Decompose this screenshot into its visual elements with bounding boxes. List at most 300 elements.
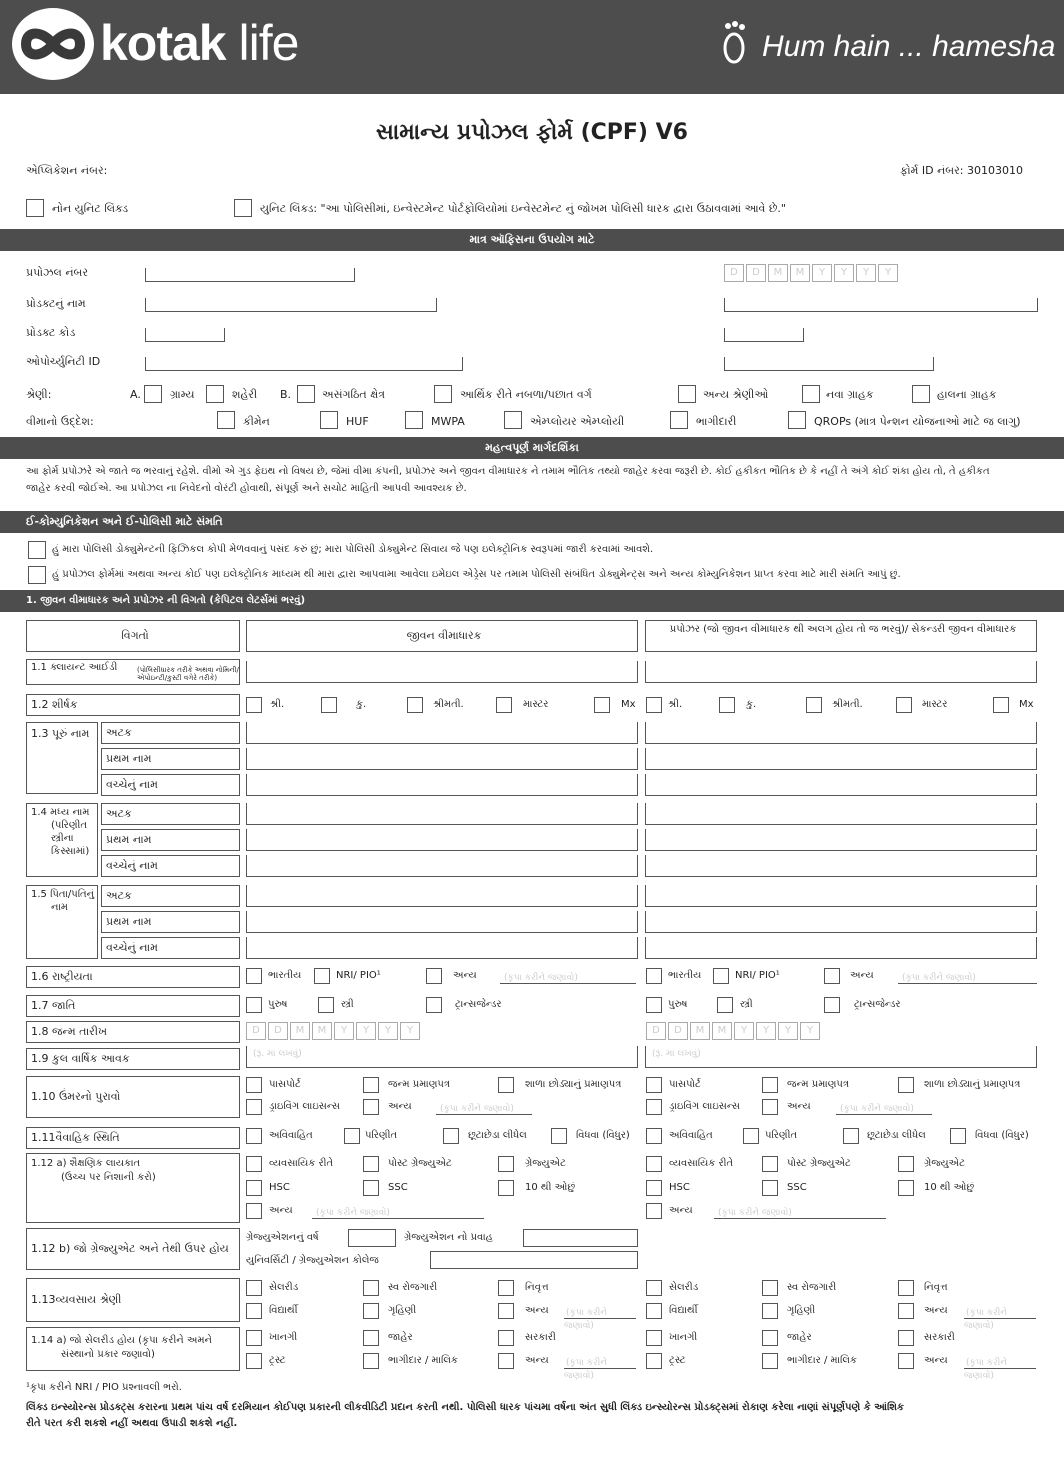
maiden-name-label-1: 1.4 મધ્ય નામ [31, 807, 90, 818]
prop-master-label: માસ્ટર [922, 699, 948, 710]
prop-father-first-field[interactable] [645, 911, 1037, 933]
la-housewife-label: ગૃહિણી [388, 1305, 417, 1316]
org-type-label-2: સંસ્થાનો પ્રકાર જણાવો) [61, 1349, 155, 1360]
brand-tagline: Hum hain ... hamesha [762, 30, 1056, 63]
mwpa-checkbox[interactable] [405, 411, 423, 429]
date-box[interactable]: Y [834, 264, 854, 282]
prop-student-label: વિદ્યાર્થી [669, 1305, 698, 1316]
la-salaried-checkbox[interactable] [246, 1280, 262, 1296]
la-self-employed-checkbox[interactable] [363, 1280, 379, 1296]
existing-customer-checkbox[interactable] [912, 385, 930, 403]
proposal-number-label: પ્રપોઝલ નંબર [26, 266, 89, 279]
col-life-assured-header: જીવન વીમાધારક [246, 620, 638, 652]
guidelines-text: આ ફોર્મ પ્રપોઝરે એ જાતે જ ભરવાનું રહેશે. વીમો એ ગુડ ફેઇથ નો વિષય છે, જેમાં વીમા કંપની, પ્રપોઝર અને જીવન વીમાધારક ને તમામ ભૌતિક તથ્યો જાહેર કરવા જરૂરી છે. કોઈ હકીકત ભૌતિક છે કે નહીં તે અંગે કોઈ શંકા હોય તો, તે હકીકત જાહેર કરવી જોઈએ. આ પ્રપોઝલ ના નિવેદનો વોરંટી હોવાથી, સંપૂર્ણ અને સચોટ માહિતી આપવી આવશ્યક છે. [26, 466, 990, 494]
client-id-label-cell [26, 659, 240, 685]
dob-box[interactable]: Y [734, 1022, 754, 1040]
physical-copy-checkbox[interactable] [28, 541, 46, 559]
product-code-field[interactable] [145, 328, 225, 342]
prop-first-name-field[interactable] [645, 748, 1037, 770]
prop-below10-checkbox[interactable] [898, 1180, 914, 1196]
date-box[interactable]: Y [856, 264, 876, 282]
employer-employee-checkbox[interactable] [504, 411, 522, 429]
la-below10-label: 10 થી ઓછું [525, 1182, 576, 1193]
dob-box[interactable]: M [290, 1022, 310, 1040]
non-unit-linked-label: નોન યુનિટ લિંક્ડ [52, 202, 128, 215]
dob-box[interactable]: D [668, 1022, 688, 1040]
la-salaried-label: સેલરીડ [269, 1282, 299, 1293]
la-female-label: સ્ત્રી [341, 999, 354, 1010]
prop-widowed-label: વિધવા (વિધુર) [975, 1130, 1029, 1141]
prop-maiden-middle-field[interactable] [645, 855, 1037, 877]
product-name-field[interactable] [145, 298, 437, 312]
la-indian-label: ભારતીય [268, 970, 302, 981]
prop-ssc-label: SSC [787, 1182, 807, 1193]
la-mx-checkbox[interactable] [594, 697, 610, 713]
la-student-checkbox[interactable] [246, 1303, 262, 1319]
la-other-occ-checkbox[interactable] [498, 1303, 514, 1319]
dob-box[interactable]: Y [756, 1022, 776, 1040]
product-code-label: પ્રોડક્ટ કોડ [26, 326, 76, 339]
prop-public-checkbox[interactable] [762, 1330, 778, 1346]
brand-wordmark: kotak life [100, 15, 299, 71]
prop-other-nationality-label: અન્ય [850, 970, 874, 981]
prop-other-proof-checkbox[interactable] [762, 1099, 778, 1115]
dob-box[interactable]: D [268, 1022, 288, 1040]
prop-nri-label: NRI/ PIO¹ [735, 970, 780, 981]
prop-mr-checkbox[interactable] [646, 697, 662, 713]
prop-transgender-label: ટ્રાન્સજેન્ડર [854, 999, 901, 1010]
la-post-grad-checkbox[interactable] [363, 1156, 379, 1172]
la-male-checkbox[interactable] [246, 997, 262, 1013]
la-other-org-checkbox[interactable] [498, 1353, 514, 1369]
la-mrs-checkbox[interactable] [407, 697, 423, 713]
grad-stream-field[interactable] [523, 1229, 638, 1247]
la-income-field[interactable]: (રૂ. માં લખવું) [246, 1046, 638, 1068]
client-id-label: 1.1 ક્લાયન્ટ આઈડી [31, 662, 118, 673]
prop-indian-checkbox[interactable] [646, 968, 662, 984]
la-client-id-field[interactable] [246, 661, 638, 683]
la-nri-checkbox[interactable] [314, 968, 330, 984]
la-widowed-checkbox[interactable] [551, 1128, 567, 1144]
form-id-label: ફોર્મ ID નંબર: 30103010 [900, 164, 1023, 177]
la-married-checkbox[interactable] [344, 1128, 360, 1144]
date-box[interactable]: Y [878, 264, 898, 282]
la-transgender-label: ટ્રાન્સજેન્ડર [455, 999, 502, 1010]
la-married-label: પરિણીત [365, 1130, 398, 1141]
education-label [26, 1153, 240, 1223]
new-customer-checkbox[interactable] [802, 385, 820, 403]
father-middle-label: વચ્ચેનું નામ [101, 937, 240, 959]
la-hsc-checkbox[interactable] [246, 1180, 262, 1196]
prop-other-edu-checkbox[interactable] [646, 1203, 662, 1219]
prop-unmarried-label: અવિવાહિત [669, 1130, 713, 1141]
la-other-org-label: અન્ય [525, 1355, 549, 1366]
la-transgender-checkbox[interactable] [426, 997, 442, 1013]
prop-other-proof-field[interactable]: (કૃપા કરીને જણાવો) [836, 1101, 932, 1115]
la-maiden-first-field[interactable] [246, 829, 638, 851]
prop-surname-field[interactable] [645, 722, 1037, 744]
la-other-proof-label: અન્ય [388, 1101, 412, 1112]
la-school-cert-checkbox[interactable] [498, 1077, 514, 1093]
prop-mx-checkbox[interactable] [993, 697, 1009, 713]
la-other-proof-field[interactable]: (કૃપા કરીને જણાવો) [436, 1101, 532, 1115]
prop-other-proof-label: અન્ય [787, 1101, 811, 1112]
prop-other-nationality-checkbox[interactable] [824, 968, 840, 984]
employer-employee-label: એમ્પ્લોયર એમ્પ્લોયી [530, 415, 625, 428]
la-father-middle-field[interactable] [246, 937, 638, 959]
la-partner-owner-label: ભાગીદાર / માલિક [388, 1355, 458, 1366]
category-b-label: B. [280, 388, 292, 401]
la-govt-checkbox[interactable] [498, 1330, 514, 1346]
dob-box[interactable]: Y [356, 1022, 376, 1040]
new-customer-label: નવા ગ્રાહક [826, 388, 874, 401]
la-public-label: જાહેર [388, 1332, 413, 1343]
la-other-edu-field[interactable]: (કૃપા કરીને જણાવો) [312, 1205, 484, 1219]
gender-label: 1.7 જાતિ [26, 995, 240, 1017]
graduation-label: 1.12 b) જો ગ્રેજ્યુએટ અને તેથી ઉપર હોય [26, 1228, 240, 1270]
prop-unmarried-checkbox[interactable] [646, 1128, 662, 1144]
huf-checkbox[interactable] [320, 411, 338, 429]
la-first-name-field[interactable] [246, 748, 638, 770]
prop-other-org-label: અન્ય [924, 1355, 948, 1366]
university-label: યુનિવર્સિટી / ગ્રેજ્યુએશન કોલેજ [246, 1255, 379, 1266]
la-ssc-label: SSC [388, 1182, 408, 1193]
prop-mrs-label: શ્રીમતી. [832, 699, 863, 710]
dob-box[interactable]: Y [778, 1022, 798, 1040]
rural-label: ગ્રામ્ય [170, 388, 195, 401]
date-box[interactable]: D [746, 264, 766, 282]
huf-label: HUF [346, 415, 369, 428]
qrops-checkbox[interactable] [788, 411, 806, 429]
la-graduate-label: ગ્રેજ્યુએટ [525, 1158, 566, 1169]
la-other-nationality-label: અન્ય [453, 970, 477, 981]
prop-school-cert-checkbox[interactable] [898, 1077, 914, 1093]
la-ms-checkbox[interactable] [321, 697, 337, 713]
physical-copy-label: હું મારા પોલિસી ડોક્યુમેન્ટની ફિઝિકલ કોપી મેળવવાનું પસંદ કરું છું; મારા પોલિસી ડોક્યુમેન્ટ સિવાય જે પણ ઇલેક્ટ્રોનિક સ્વરૂપમાં જારી કરવામાં આવશે. [52, 544, 654, 555]
office-date-boxes[interactable] [724, 264, 898, 282]
e-communication-header: ઈ-કોમ્યુનિકેશન અને ઈ-પોલિસી માટે સંમતિ [0, 511, 1064, 533]
weaker-section-checkbox[interactable] [434, 385, 452, 403]
la-passport-label: પાસપોર્ટ [269, 1079, 301, 1090]
prop-other-org-field[interactable]: (કૃપા કરીને જણાવો) [964, 1355, 1036, 1369]
la-private-checkbox[interactable] [246, 1330, 262, 1346]
product-name-field-2[interactable] [724, 298, 1038, 312]
la-retired-checkbox[interactable] [498, 1280, 514, 1296]
prop-post-grad-label: પોસ્ટ ગ્રેજ્યુએટ [787, 1158, 851, 1169]
non-unit-linked-checkbox[interactable] [26, 199, 44, 217]
prop-widowed-checkbox[interactable] [950, 1128, 966, 1144]
prop-private-checkbox[interactable] [646, 1330, 662, 1346]
prop-married-checkbox[interactable] [743, 1128, 759, 1144]
dob-box[interactable]: Y [800, 1022, 820, 1040]
prop-trust-label: ટ્રસ્ટ [669, 1355, 686, 1366]
nri-footnote: ¹કૃપા કરીને NRI / PIO પ્રશ્નાવલી ભરો. [26, 1382, 182, 1393]
prop-birth-cert-label: જન્મ પ્રમાણપત્ર [787, 1079, 850, 1090]
la-professional-label: વ્યવસાયિક રીતે [269, 1158, 334, 1169]
nationality-label: 1.6 રાષ્ટ્રીયતા [26, 966, 240, 988]
title-label: 1.2 શીર્ષક [26, 694, 240, 716]
la-post-grad-label: પોસ્ટ ગ્રેજ્યુએટ [388, 1158, 452, 1169]
prop-master-checkbox[interactable] [896, 697, 912, 713]
kotak-logo-icon [12, 8, 94, 80]
prop-male-checkbox[interactable] [646, 997, 662, 1013]
la-graduate-checkbox[interactable] [498, 1156, 514, 1172]
proposal-number-field[interactable] [145, 268, 355, 282]
prop-other-edu-label: અન્ય [669, 1205, 693, 1216]
email-consent-label: હું પ્રપોઝલ ફોર્મમાં અથવા અન્ય કોઈ પણ ઇલેક્ટ્રોનિક માધ્યમ થી મારા દ્વારા આપવામા આવેલા ઇમેઇલ એડ્રેસ પર તમામ પોલિસી સંબંધિત ડોક્યુમેન્ટ્સ અને અન્ય કોમ્યુનિકેશન પ્રાપ્ત કરવા માટે મારી સંમતિ આપું છું. [52, 569, 901, 580]
prop-married-label: પરિણીત [765, 1130, 798, 1141]
mwpa-label: MWPA [431, 415, 465, 428]
qrops-label: QROPs (માત્ર પેન્શન યોજનાઓ માટે જ લાગુ) [814, 415, 1021, 428]
dob-box[interactable]: Y [378, 1022, 398, 1040]
dob-box[interactable]: M [690, 1022, 710, 1040]
la-other-occ-field[interactable]: (કૃપા કરીને જણાવો) [564, 1305, 636, 1319]
maiden-name-label-4: કિસ્સામાં) [51, 846, 90, 857]
prop-passport-checkbox[interactable] [646, 1077, 662, 1093]
prop-birth-cert-checkbox[interactable] [762, 1077, 778, 1093]
prop-partner-owner-checkbox[interactable] [762, 1353, 778, 1369]
prop-housewife-checkbox[interactable] [762, 1303, 778, 1319]
date-box[interactable]: M [768, 264, 788, 282]
income-label: 1.9 કુલ વાર્ષિક આવક [26, 1048, 240, 1070]
la-mr-label: શ્રી. [270, 699, 285, 710]
email-consent-checkbox[interactable] [28, 566, 46, 584]
prop-post-grad-checkbox[interactable] [762, 1156, 778, 1172]
la-dob-boxes[interactable] [246, 1022, 420, 1040]
other-category-checkbox[interactable] [678, 385, 696, 403]
la-other-org-field[interactable]: (કૃપા કરીને જણાવો) [564, 1355, 636, 1369]
la-maiden-surname-field[interactable] [246, 803, 638, 825]
col-details-header: વિગતો [26, 620, 240, 652]
date-box[interactable]: Y [812, 264, 832, 282]
la-mrs-label: શ્રીમતી. [433, 699, 464, 710]
prop-other-edu-field[interactable]: (કૃપા કરીને જણાવો) [714, 1205, 886, 1219]
la-public-checkbox[interactable] [363, 1330, 379, 1346]
urban-label: શહેરી [232, 388, 258, 401]
maiden-surname-label: અટક [101, 803, 240, 825]
full-name-first-label: પ્રથમ નામ [101, 748, 240, 770]
prop-maiden-surname-field[interactable] [645, 803, 1037, 825]
prop-dob-boxes[interactable] [646, 1022, 820, 1040]
la-father-surname-field[interactable] [246, 885, 638, 907]
marital-status-label: 1.11વૈવાહિક સ્થિતિ [26, 1127, 240, 1149]
prop-mr-label: શ્રી. [668, 699, 683, 710]
prop-dl-checkbox[interactable] [646, 1099, 662, 1115]
prop-trust-checkbox[interactable] [646, 1353, 662, 1369]
la-ms-label: કુ. [356, 699, 367, 710]
prop-maiden-first-field[interactable] [645, 829, 1037, 851]
prop-nri-checkbox[interactable] [713, 968, 729, 984]
grad-year-label: ગ્રેજ્યુએશનનું વર્ષ [246, 1232, 319, 1243]
unit-linked-checkbox[interactable] [234, 199, 252, 217]
client-id-note: (પોલિસીધારક તરીકે અથવા નોમિની/એપોઇન્ટી/કુસ્ટી વગેરે તરીકે) [137, 666, 239, 682]
la-other-occ-label: અન્ય [525, 1305, 549, 1316]
la-female-checkbox[interactable] [318, 997, 334, 1013]
opportunity-id-field[interactable] [145, 357, 463, 371]
dob-box[interactable]: M [312, 1022, 332, 1040]
prop-divorced-checkbox[interactable] [843, 1128, 859, 1144]
prop-ms-checkbox[interactable] [719, 697, 735, 713]
prop-client-id-field[interactable] [645, 661, 1037, 683]
maiden-name-label [26, 803, 98, 877]
prop-housewife-label: ગૃહિણી [787, 1305, 816, 1316]
la-surname-field[interactable] [246, 722, 638, 744]
la-school-cert-label: શાળા છોડ્યાનું પ્રમાણપત્ર [525, 1079, 622, 1090]
la-father-first-field[interactable] [246, 911, 638, 933]
prop-father-surname-field[interactable] [645, 885, 1037, 907]
urban-checkbox[interactable] [206, 385, 224, 403]
maiden-middle-label: વચ્ચેનું નામ [101, 855, 240, 877]
prop-govt-label: સરકારી [924, 1332, 955, 1343]
prop-hsc-checkbox[interactable] [646, 1180, 662, 1196]
la-other-nationality-field[interactable]: (કૃપા કરીને જણાવો) [500, 970, 636, 984]
full-name-middle-label: વચ્ચેનું નામ [101, 774, 240, 796]
prop-graduation-blank [645, 1228, 1037, 1270]
dob-label: 1.8 જન્મ તારીખ [26, 1021, 240, 1043]
org-type-label-1: 1.14 a) જો સેલરીડ હોય (કૃપા કરીને અમને [31, 1335, 212, 1346]
la-birth-cert-checkbox[interactable] [363, 1077, 379, 1093]
la-housewife-checkbox[interactable] [363, 1303, 379, 1319]
opportunity-id-field-2[interactable] [724, 357, 934, 371]
prop-other-occ-checkbox[interactable] [898, 1303, 914, 1319]
la-self-employed-label: સ્વ રોજગારી [388, 1282, 438, 1293]
prop-transgender-checkbox[interactable] [824, 997, 840, 1013]
prop-graduate-checkbox[interactable] [898, 1156, 914, 1172]
la-retired-label: નિવૃત્ત [525, 1282, 549, 1293]
category-a-label: A. [130, 388, 141, 401]
la-widowed-label: વિધવા (વિધુર) [576, 1130, 630, 1141]
la-other-proof-checkbox[interactable] [363, 1099, 379, 1115]
prop-public-label: જાહેર [787, 1332, 812, 1343]
maiden-name-label-3: સ્ત્રીના [51, 833, 74, 844]
father-name-label-1: 1.5 પિતા/પતિનું [31, 889, 95, 900]
maiden-first-label: પ્રથમ નામ [101, 829, 240, 851]
product-code-field-2[interactable] [724, 328, 804, 342]
liquidity-disclaimer: લિંક્ડ ઇન્સ્યોરન્સ પ્રોડક્ટ્સ કરારના પ્રથમ પાંચ વર્ષ દરમિયાન કોઈપણ પ્રકારની લીકવીડિટી પ્રદાન કરતી નથી. પોલિસી ધારક પાંચમા વર્ષના અંત સુધી લિંક્ડ ઇન્સ્યોરન્સ પ્રોડક્ટ્સમાં રોકાણ કરેલા નાણાં સંપૂર્ણપણે કે આંશિક રીતે પરત કરી શકશે નહીં અથવા ઉપાડી શકશે નહીં. [26, 1402, 904, 1429]
la-divorced-checkbox[interactable] [443, 1128, 459, 1144]
la-trust-label: ટ્રસ્ટ [269, 1355, 286, 1366]
dob-box[interactable]: M [712, 1022, 732, 1040]
grad-stream-label: ગ્રેજ્યુએશન નો પ્રવાહ [404, 1232, 493, 1243]
la-male-label: પુરુષ [268, 999, 288, 1010]
dob-box[interactable]: Y [334, 1022, 354, 1040]
opportunity-id-label: ઓપોર્ચ્યુનિટી ID [26, 355, 101, 368]
la-below10-checkbox[interactable] [498, 1180, 514, 1196]
prop-female-checkbox[interactable] [717, 997, 733, 1013]
prop-indian-label: ભારતીય [668, 970, 702, 981]
la-other-edu-checkbox[interactable] [246, 1203, 262, 1219]
prop-partner-owner-label: ભાગીદાર / માલિક [787, 1355, 857, 1366]
office-use-header: માત્ર ઑફિસના ઉપયોગ માટે [0, 229, 1064, 251]
education-label-1: 1.12 a) શૈક્ષણિક લાયકાત [31, 1158, 141, 1169]
dob-box[interactable]: D [646, 1022, 666, 1040]
la-indian-checkbox[interactable] [246, 968, 262, 984]
keyman-checkbox[interactable] [217, 411, 235, 429]
prop-salaried-checkbox[interactable] [646, 1280, 662, 1296]
la-ssc-checkbox[interactable] [363, 1180, 379, 1196]
grad-year-field[interactable] [348, 1229, 396, 1247]
section-1-header: 1. જીવન વીમાધારક અને પ્રપોઝર ની વિગતો (કેપિટલ લેટર્સમાં ભરવું) [0, 590, 1064, 612]
la-divorced-label: છૂટાછેડા લીધેલ [468, 1130, 527, 1141]
education-label-2: (ઉચ્ચ પર નિશાની કરો) [61, 1172, 156, 1183]
la-master-checkbox[interactable] [496, 697, 512, 713]
la-other-edu-label: અન્ય [269, 1205, 293, 1216]
la-student-label: વિદ્યાર્થી [269, 1305, 298, 1316]
prop-father-middle-field[interactable] [645, 937, 1037, 959]
partnership-label: ભાગીદારી [696, 415, 737, 428]
partnership-checkbox[interactable] [670, 411, 688, 429]
la-unmarried-checkbox[interactable] [246, 1128, 262, 1144]
la-dl-checkbox[interactable] [246, 1099, 262, 1115]
date-box[interactable]: M [790, 264, 810, 282]
prop-retired-checkbox[interactable] [898, 1280, 914, 1296]
prop-student-checkbox[interactable] [646, 1303, 662, 1319]
la-unmarried-label: અવિવાહિત [269, 1130, 313, 1141]
prop-other-occ-field[interactable]: (કૃપા કરીને જણાવો) [964, 1305, 1036, 1319]
la-middle-name-field[interactable] [246, 774, 638, 796]
prop-ms-label: કુ. [746, 699, 757, 710]
prop-middle-name-field[interactable] [645, 774, 1037, 796]
prop-ssc-checkbox[interactable] [762, 1180, 778, 1196]
la-other-nationality-checkbox[interactable] [426, 968, 442, 984]
la-birth-cert-label: જન્મ પ્રમાણપત્ર [388, 1079, 451, 1090]
prop-retired-label: નિવૃત્ત [924, 1282, 948, 1293]
other-category-label: અન્ય શ્રેણીઓ [703, 388, 769, 401]
occupation-label: 1.13વ્યવસાય શ્રેણી [26, 1278, 240, 1322]
full-name-label: 1.3 પૂરું નામ [26, 722, 98, 794]
father-surname-label: અટક [101, 885, 240, 907]
unorganised-checkbox[interactable] [297, 385, 315, 403]
prop-income-field[interactable]: (રૂ. માં લખવું) [645, 1046, 1037, 1068]
prop-self-employed-checkbox[interactable] [762, 1280, 778, 1296]
university-field[interactable] [430, 1251, 638, 1269]
la-nri-label: NRI/ PIO¹ [336, 970, 381, 981]
full-name-surname-label: અટક [101, 722, 240, 744]
la-private-label: ખાનગી [269, 1332, 298, 1343]
prop-govt-checkbox[interactable] [898, 1330, 914, 1346]
la-trust-checkbox[interactable] [246, 1353, 262, 1369]
prop-below10-label: 10 થી ઓછું [924, 1182, 975, 1193]
maiden-name-label-2: (પરિણીત [51, 820, 88, 831]
org-type-label [26, 1327, 240, 1371]
age-proof-label: 1.10 ઉંમરનો પુરાવો [26, 1076, 240, 1118]
la-mx-label: Mx [621, 699, 636, 710]
la-passport-checkbox[interactable] [246, 1077, 262, 1093]
prop-other-org-checkbox[interactable] [898, 1353, 914, 1369]
father-first-label: પ્રથમ નામ [101, 911, 240, 933]
prop-dl-label: ડ્રાઇવિંગ લાઇસન્સ [669, 1101, 740, 1112]
category-label: શ્રેણી: [26, 388, 52, 401]
page-title: સામાન્ય પ્રપોઝલ ફોર્મ (CPF) V6 [376, 120, 688, 145]
prop-professional-checkbox[interactable] [646, 1156, 662, 1172]
unorganised-label: અસંગઠિત ક્ષેત્ર [322, 388, 385, 401]
la-professional-checkbox[interactable] [246, 1156, 262, 1172]
prop-mrs-checkbox[interactable] [806, 697, 822, 713]
unit-linked-label: યુનિટ લિંક્ડ: "આ પોલિસીમાં, ઇન્વેસ્ટમેન્ટ પોર્ટફોલિયોમાં ઇન્વેસ્ટમેન્ટ નું જોખમ પોલિસી ધારક દ્વારા ઉઠાવવામાં આવે છે." [260, 202, 786, 215]
la-mr-checkbox[interactable] [246, 697, 262, 713]
col-proposer-header: પ્રપોઝર (જો જીવન વીમાધારક થી અલગ હોય તો જ ભરવું)/ સેકન્ડરી જીવન વીમાધારક [645, 620, 1037, 652]
la-dl-label: ડ્રાઇવિંગ લાઇસન્સ [269, 1101, 340, 1112]
date-box[interactable]: D [724, 264, 744, 282]
prop-professional-label: વ્યવસાયિક રીતે [669, 1158, 734, 1169]
keyman-label: કીમેન [243, 415, 270, 428]
la-partner-owner-checkbox[interactable] [363, 1353, 379, 1369]
prop-other-nationality-field[interactable]: (કૃપા કરીને જણાવો) [898, 970, 1037, 984]
la-maiden-middle-field[interactable] [246, 855, 638, 877]
dob-box[interactable]: D [246, 1022, 266, 1040]
dob-box[interactable]: Y [400, 1022, 420, 1040]
rural-checkbox[interactable] [144, 385, 162, 403]
